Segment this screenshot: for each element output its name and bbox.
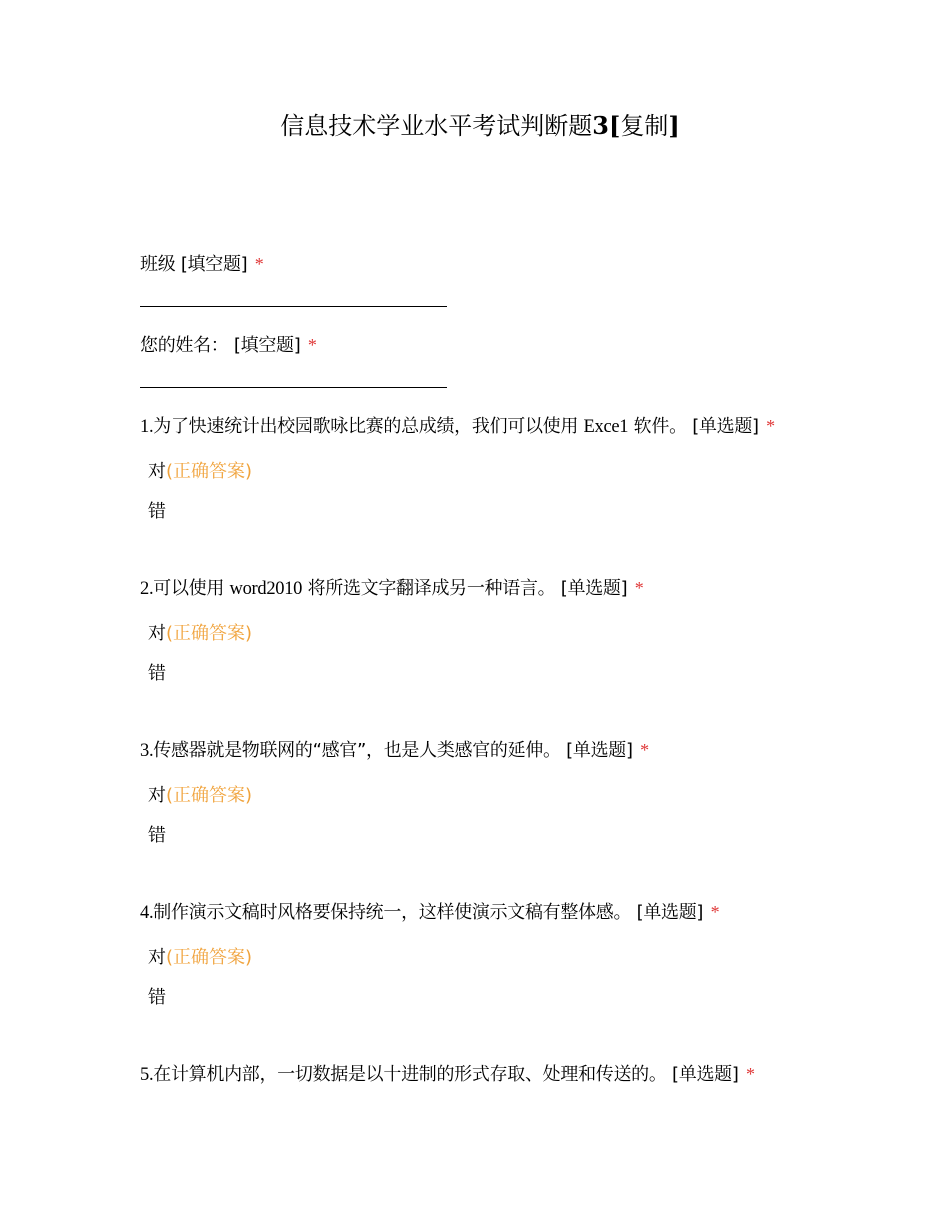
question-type: [单选题]: [692, 416, 759, 437]
question-4: [140, 899, 910, 926]
question-type: [单选题]: [672, 1064, 739, 1085]
question-text: [140, 1061, 910, 1088]
question-number: 1.: [140, 417, 154, 437]
question-2: [140, 575, 910, 602]
correct-answer-tag: (正确答案): [166, 461, 253, 482]
option-label: 对: [148, 461, 166, 482]
required-mark: *: [634, 578, 644, 598]
option-label: 错: [148, 825, 166, 846]
question-label: 您的姓名：: [140, 335, 229, 356]
class-input-line[interactable]: [140, 306, 447, 307]
question-text: [140, 413, 910, 440]
option-true[interactable]: [148, 621, 252, 647]
page-title-bracket-open: [: [608, 111, 621, 140]
question-text: [140, 251, 910, 278]
question-text: [140, 332, 910, 359]
required-mark: *: [254, 254, 264, 274]
required-mark: *: [766, 416, 775, 436]
option-label: 错: [148, 663, 166, 684]
question-body-end: 软件。: [633, 416, 687, 437]
required-mark: *: [710, 902, 720, 922]
question-3: [140, 737, 910, 764]
question-type: [单选题]: [636, 902, 704, 923]
option-false[interactable]: [148, 499, 166, 525]
required-mark: *: [640, 740, 649, 760]
question-body: 为了快速统计出校园歌咏比赛的总成绩，我们可以使用: [153, 416, 579, 437]
option-label: 对: [148, 785, 166, 806]
question-body-latin: word2010: [229, 579, 303, 599]
correct-answer-tag: (正确答案): [166, 623, 253, 644]
option-true[interactable]: [148, 945, 252, 971]
name-question: [140, 332, 910, 359]
question-type: [单选题]: [566, 740, 633, 761]
question-text: [140, 575, 910, 602]
option-label: 对: [148, 623, 166, 644]
question-type: [单选题]: [560, 578, 628, 599]
question-body-end: 将所选文字翻译成另一种语言。: [307, 578, 556, 599]
question-body: 可以使用: [153, 578, 225, 599]
question-text: [140, 737, 910, 764]
option-false[interactable]: [148, 661, 166, 687]
page-title-copy-tag: 复制: [620, 112, 669, 140]
option-false[interactable]: [148, 823, 166, 849]
question-text: [140, 899, 910, 926]
page-title-number: 3: [592, 111, 609, 140]
option-false[interactable]: [148, 985, 166, 1011]
correct-answer-tag: (正确答案): [166, 785, 253, 806]
page-title-bracket-close: ]: [668, 111, 680, 140]
question-1: [140, 413, 910, 440]
question-type: [填空题]: [180, 254, 248, 275]
question-number: 4.: [140, 903, 154, 923]
class-question: [140, 251, 910, 278]
page-title: [0, 110, 950, 142]
question-body-latin: Exce1: [583, 417, 629, 437]
question-5: [140, 1061, 910, 1088]
question-body: 传感器就是物联网的“感官”，也是人类感官的延伸。: [153, 740, 561, 761]
required-mark: *: [307, 335, 317, 355]
correct-answer-tag: (正确答案): [166, 947, 253, 968]
question-body: 制作演示文稿时风格要保持统一，这样使演示文稿有整体感。: [153, 902, 632, 923]
question-number: 2.: [140, 579, 154, 599]
option-label: 对: [148, 947, 166, 968]
question-label: 班级: [140, 254, 176, 275]
option-label: 错: [148, 501, 166, 522]
question-type: [填空题]: [233, 335, 301, 356]
option-label: 错: [148, 987, 166, 1008]
required-mark: *: [745, 1064, 755, 1084]
name-input-line[interactable]: [140, 387, 447, 388]
question-number: 3.: [140, 741, 154, 761]
question-number: 5.: [140, 1065, 154, 1085]
option-true[interactable]: [148, 459, 252, 485]
option-true[interactable]: [148, 783, 252, 809]
question-body: 在计算机内部，一切数据是以十进制的形式存取、处理和传送的。: [153, 1064, 667, 1085]
page-title-main: 信息技术学业水平考试判断题: [280, 112, 593, 140]
